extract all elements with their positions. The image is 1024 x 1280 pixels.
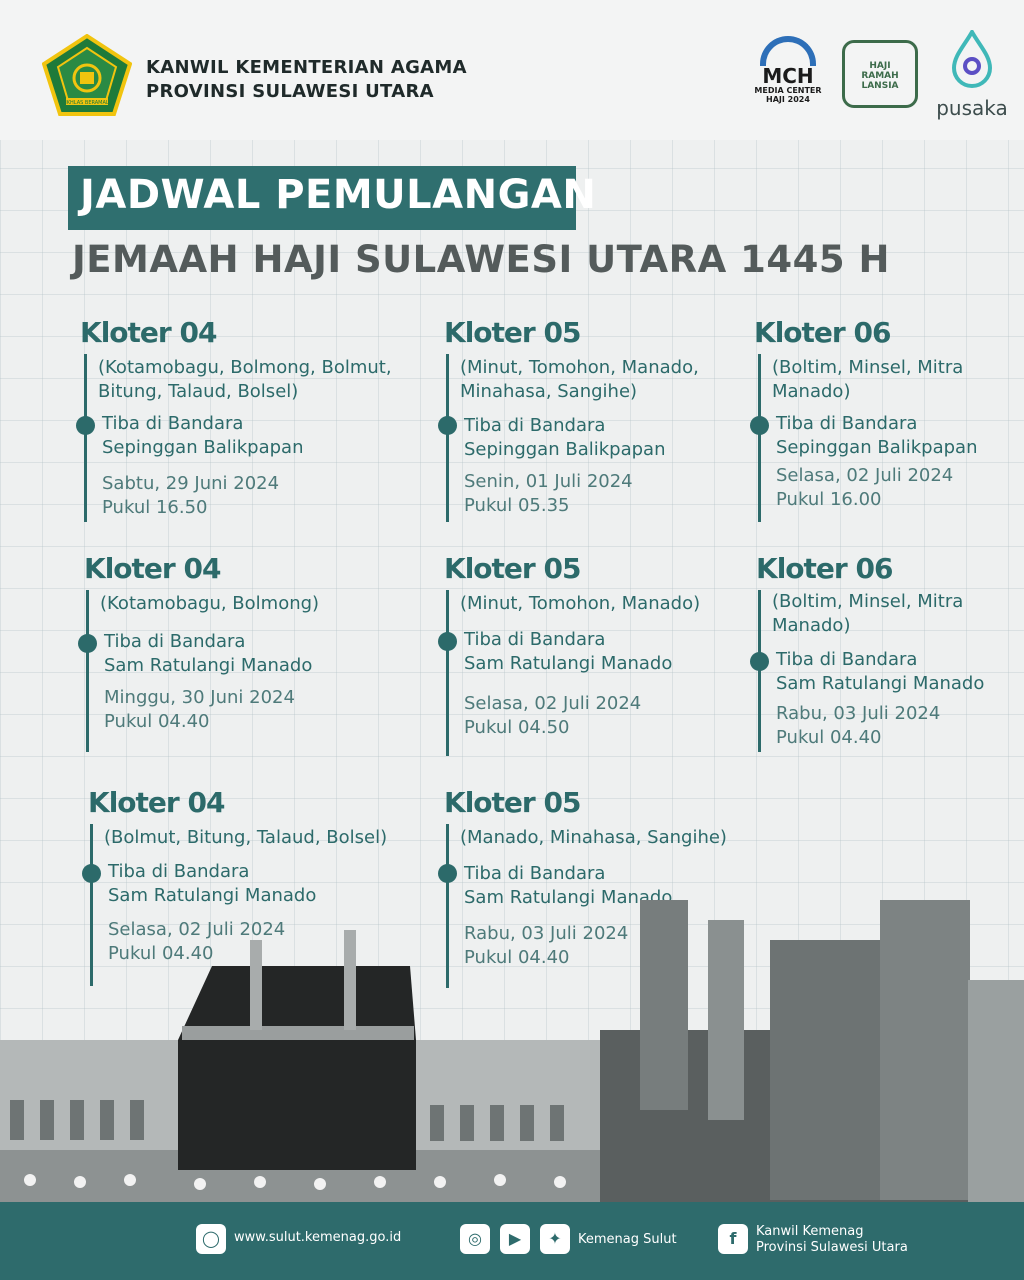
org-line-2: PROVINSI SULAWESI UTARA [146, 81, 434, 102]
timeline-line [758, 354, 761, 522]
timeline-line [446, 590, 449, 756]
kloter-label: Kloter 06 [756, 552, 893, 585]
mch-logo [752, 36, 824, 116]
footer-bar [0, 1202, 1024, 1280]
arrival-airport: Tiba di Bandara Sam Ratulangi Manado [776, 649, 985, 694]
mch-sub-2: HAJI 2024 [766, 95, 810, 104]
kemenag-logo-icon [42, 34, 132, 116]
timeline-line [446, 354, 449, 522]
area-list: (Manado, Minahasa, Sangihe) [460, 827, 727, 848]
haji-ramah-lansia-logo [842, 40, 918, 108]
arrival-datetime: Selasa, 02 Juli 2024 Pukul 16.00 [776, 465, 954, 510]
arrival-datetime: Minggu, 30 Juni 2024 Pukul 04.40 [104, 687, 295, 732]
page-subtitle: JEMAAH HAJI SULAWESI UTARA 1445 H [72, 238, 890, 281]
timeline-line [758, 590, 761, 752]
timeline-dot [750, 652, 769, 671]
hrl-line-1: HAJI [869, 61, 891, 71]
arrival-datetime: Rabu, 03 Juli 2024 Pukul 04.40 [464, 923, 629, 968]
arrival-datetime: Rabu, 03 Juli 2024 Pukul 04.40 [776, 703, 941, 748]
area-list: (Minut, Tomohon, Manado, Minahasa, Sangihe) [460, 357, 699, 402]
pusaka-label: pusaka [936, 96, 1008, 120]
kloter-label: Kloter 06 [754, 316, 891, 349]
twitter-icon[interactable]: ✦ [540, 1224, 570, 1254]
organization-name [146, 56, 467, 104]
hrl-line-3: LANSIA [861, 81, 899, 91]
arrival-datetime: Selasa, 02 Juli 2024 Pukul 04.40 [108, 919, 286, 964]
drop-icon [950, 30, 994, 90]
timeline-dot [438, 416, 457, 435]
kloter-label: Kloter 04 [88, 786, 225, 819]
org-line-1: KANWIL KEMENTERIAN AGAMA [146, 57, 467, 78]
website-link[interactable]: www.sulut.kemenag.go.id [234, 1230, 402, 1245]
mch-arc-icon [760, 36, 816, 66]
kloter-label: Kloter 04 [84, 552, 221, 585]
mch-title: MCH [762, 64, 814, 88]
arrival-airport: Tiba di Bandara Sepinggan Balikpapan [102, 413, 304, 458]
arrival-airport: Tiba di Bandara Sepinggan Balikpapan [464, 415, 666, 460]
facebook-page[interactable]: Kanwil Kemenag Provinsi Sulawesi Utara [756, 1224, 908, 1255]
header-bar [0, 0, 1024, 140]
arrival-airport: Tiba di Bandara Sam Ratulangi Manado [108, 861, 317, 906]
facebook-icon[interactable]: f [718, 1224, 748, 1254]
arrival-datetime: Selasa, 02 Juli 2024 Pukul 04.50 [464, 693, 642, 738]
kloter-label: Kloter 05 [444, 552, 581, 585]
area-list: (Kotamobagu, Bolmong, Bolmut, Bitung, Talaud, Bolsel) [98, 357, 392, 402]
arrival-airport: Tiba di Bandara Sam Ratulangi Manado [464, 629, 673, 674]
area-list: (Minut, Tomohon, Manado) [460, 593, 701, 614]
kloter-label: Kloter 05 [444, 316, 581, 349]
area-list: (Boltim, Minsel, Mitra Manado) [772, 591, 964, 636]
arrival-datetime: Sabtu, 29 Juni 2024 Pukul 16.50 [102, 473, 280, 518]
timeline-line [86, 590, 89, 752]
mch-sub-1: MEDIA CENTER [754, 86, 822, 95]
timeline-dot [438, 632, 457, 651]
timeline-dot [438, 864, 457, 883]
mecca-scene-image [0, 900, 1024, 1202]
youtube-icon[interactable]: ▶ [500, 1224, 530, 1254]
pusaka-logo [932, 30, 1012, 120]
area-list: (Boltim, Minsel, Mitra Manado) [772, 357, 964, 402]
kloter-label: Kloter 05 [444, 786, 581, 819]
arrival-datetime: Senin, 01 Juli 2024 Pukul 05.35 [464, 471, 633, 516]
timeline-line [84, 354, 87, 522]
area-list: (Bolmut, Bitung, Talaud, Bolsel) [104, 827, 388, 848]
social-handle[interactable]: Kemenag Sulut [578, 1232, 677, 1247]
kloter-label: Kloter 04 [80, 316, 217, 349]
area-list: (Kotamobagu, Bolmong) [100, 593, 320, 614]
arrival-airport: Tiba di Bandara Sam Ratulangi Manado [104, 631, 313, 676]
timeline-dot [76, 416, 95, 435]
kemenag-motto: IKHLAS BERAMAL [65, 100, 109, 106]
timeline-dot [78, 634, 97, 653]
arrival-airport: Tiba di Bandara Sam Ratulangi Manado [464, 863, 673, 908]
globe-icon: ◯ [196, 1224, 226, 1254]
arrival-airport: Tiba di Bandara Sepinggan Balikpapan [776, 413, 978, 458]
page-title: JADWAL PEMULANGAN [80, 172, 597, 218]
instagram-icon[interactable]: ◎ [460, 1224, 490, 1254]
timeline-dot [82, 864, 101, 883]
timeline-dot [750, 416, 769, 435]
hrl-line-2: RAMAH [861, 71, 899, 81]
